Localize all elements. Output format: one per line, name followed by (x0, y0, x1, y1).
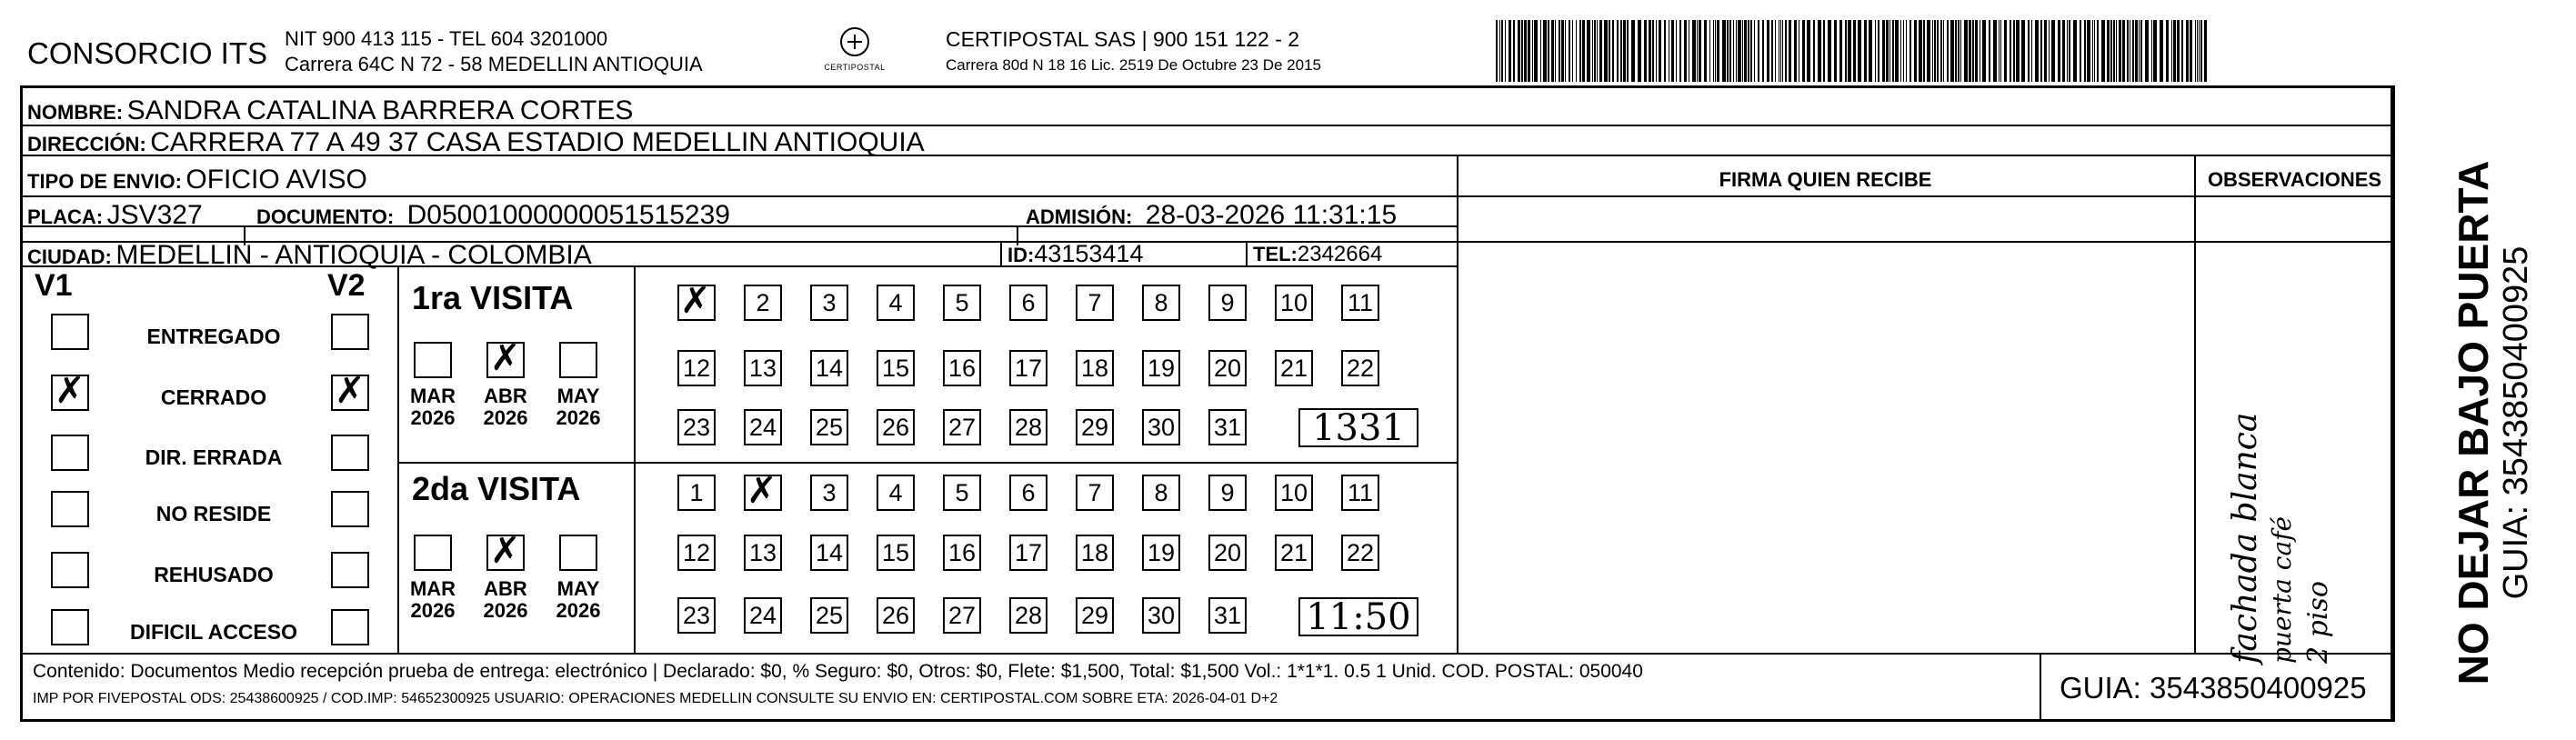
day-box[interactable]: 10 (1275, 285, 1313, 321)
v2-label: V2 (327, 268, 366, 303)
status-label: REHUSADO (154, 563, 274, 586)
direccion-value: CARRERA 77 A 49 37 CASA ESTADIO MEDELLIN ANTIOQUIA (150, 127, 925, 157)
side-warning: NO DEJAR BAJO PUERTA GUIA: 3543850400925 (2450, 160, 2535, 685)
v1-label: V1 (35, 268, 73, 303)
day-box[interactable]: 21 (1275, 535, 1313, 571)
documento-value: D05001000000051515239 (406, 200, 730, 230)
month-label: MAY (556, 385, 600, 407)
status-label: NO RESIDE (155, 502, 272, 525)
direccion-row: DIRECCIÓN: CARRERA 77 A 49 37 CASA ESTADIO MEDELLIN ANTIOQUIA (27, 127, 925, 157)
day-box[interactable]: 12 (677, 350, 716, 386)
day-box[interactable]: 14 (810, 350, 848, 386)
day-box[interactable]: 24 (744, 409, 782, 445)
day-box[interactable]: 9 (1208, 475, 1247, 511)
certipostal-address: Carrera 80d N 18 16 Lic. 2519 De Octubre 23 De 2015 (946, 56, 1321, 74)
day-box[interactable]: 13 (744, 350, 782, 386)
day-box[interactable]: 17 (1009, 535, 1047, 571)
day-box[interactable]: 29 (1076, 597, 1114, 634)
tipo-row: TIPO DE ENVIO: OFICIO AVISO (27, 165, 367, 195)
company-nit: NIT 900 413 115 - TEL 604 3201000 (285, 27, 608, 50)
admision-value: 28-03-2026 11:31:15 (1145, 200, 1398, 230)
day-box[interactable]: 22 (1341, 535, 1379, 571)
day-box[interactable]: 16 (943, 350, 981, 386)
certipostal-info: CERTIPOSTAL SAS | 900 151 122 - 2 (946, 27, 1300, 51)
v2-checkbox[interactable] (331, 314, 369, 350)
year-label: 2026 (483, 406, 528, 429)
signature-area[interactable] (1458, 197, 2193, 652)
footer-guia: GUIA: 3543850400925 (2060, 671, 2367, 705)
day-box[interactable]: 23 (677, 409, 716, 445)
day-box[interactable]: 22 (1341, 350, 1379, 386)
status-label: DIR. ERRADA (145, 445, 283, 469)
day-box[interactable]: 11 (1341, 285, 1379, 321)
year-label: 2026 (483, 599, 528, 622)
placa-row: PLACA: JSV327 (27, 200, 203, 230)
nombre-value: SANDRA CATALINA BARRERA CORTES (126, 95, 634, 125)
day-box[interactable]: 6 (1009, 285, 1047, 321)
day-box[interactable]: 26 (877, 409, 915, 445)
month-label: ABR (484, 385, 527, 407)
day-box[interactable]: 19 (1142, 350, 1180, 386)
ciudad-value: MEDELLIN - ANTIOQUIA - COLOMBIA (115, 240, 592, 270)
tipo-value: OFICIO AVISO (185, 165, 367, 195)
documento-row: DOCUMENTO: D05001000000051515239 (256, 200, 730, 230)
check-mark-icon: ✗ (55, 370, 85, 412)
day-box[interactable]: 31 (1208, 597, 1247, 634)
placa-value: JSV327 (106, 200, 203, 230)
day-box[interactable]: 8 (1142, 285, 1180, 321)
day-box[interactable]: 6 (1009, 475, 1047, 511)
day-box[interactable]: 18 (1076, 535, 1114, 571)
day-box[interactable]: 26 (877, 597, 915, 634)
month-label: MAR (409, 577, 456, 600)
tel-value: 2342664 (1297, 242, 1383, 266)
ciudad-row: CIUDAD: MEDELLIN - ANTIOQUIA - COLOMBIA (27, 240, 592, 270)
month-checkbox[interactable] (559, 342, 597, 378)
day-box[interactable]: 13 (744, 535, 782, 571)
day-box[interactable]: 20 (1208, 535, 1247, 571)
status-label: CERRADO (160, 385, 267, 409)
visit1-title: 1ra VISITA (412, 279, 574, 316)
v2-checkbox[interactable] (331, 435, 369, 471)
day-box[interactable]: 25 (810, 409, 848, 445)
month-checkbox[interactable] (414, 342, 452, 378)
day-box[interactable]: 7 (1076, 475, 1114, 511)
day-box[interactable]: 31 (1208, 409, 1247, 445)
day-box[interactable]: 21 (1275, 350, 1313, 386)
footer-contenido: Contenido: Documentos Medio recepción prueba de entrega: electrónico | Declarado: $0, % Seguro: $0, Otros: $0, Flete: $1,500, Total: $1,500 Vol.: 1*1*1. 0.5 1 Unid. COD. POSTAL: 050040 (33, 661, 1643, 682)
certipostal-logo-icon (837, 25, 873, 58)
day-box[interactable]: 1 (677, 475, 716, 511)
id-value: 43153414 (1034, 240, 1144, 267)
year-label: 2026 (556, 599, 601, 622)
year-label: 2026 (556, 406, 601, 429)
month-label: MAY (556, 577, 600, 600)
day-box[interactable]: 28 (1009, 409, 1047, 445)
observaciones-handwriting: fachada blanca puerta café 2 piso (2227, 412, 2334, 664)
day-box[interactable]: 27 (943, 597, 981, 634)
admision-row: ADMISIÓN: 28-03-2026 11:31:15 (1026, 200, 1398, 230)
day-box[interactable]: 28 (1009, 597, 1047, 634)
day-box[interactable]: 23 (677, 597, 716, 634)
check-mark-icon: ✗ (490, 530, 521, 572)
visit2-time: 11:50 (1298, 597, 1418, 636)
footer-imp: IMP POR FIVEPOSTAL ODS: 25438600925 / COD.IMP: 54652300925 USUARIO: OPERACIONES MEDELLIN CONSULTE SU ENVIO EN: CERTIPOSTAL.COM SOBRE ETA: 2026-04-01 D+2 (33, 691, 1278, 706)
v2-checkbox[interactable] (331, 609, 369, 645)
v1-checkbox[interactable] (51, 314, 89, 350)
day-box[interactable]: 2 (744, 285, 782, 321)
month-label: MAR (409, 385, 456, 407)
day-box[interactable]: 11 (1341, 475, 1379, 511)
day-box[interactable]: 3 (810, 475, 848, 511)
day-box[interactable]: 27 (943, 409, 981, 445)
observaciones-header: OBSERVACIONES (2207, 168, 2382, 191)
year-label: 2026 (410, 406, 456, 429)
status-label: DIFICIL ACCESO (129, 620, 297, 644)
day-box[interactable]: 19 (1142, 535, 1180, 571)
nombre-row: NOMBRE: SANDRA CATALINA BARRERA CORTES (27, 95, 634, 125)
v1-checkbox[interactable] (51, 609, 89, 645)
day-box[interactable]: 25 (810, 597, 848, 634)
v1-checkbox[interactable] (51, 552, 89, 588)
v2-checkbox[interactable] (331, 491, 369, 527)
day-box[interactable]: 17 (1009, 350, 1047, 386)
day-box[interactable]: 4 (877, 475, 915, 511)
day-box[interactable]: 30 (1142, 597, 1180, 634)
day-box[interactable]: 12 (677, 535, 716, 571)
year-label: 2026 (410, 599, 456, 622)
day-box[interactable]: 10 (1275, 475, 1313, 511)
day-box[interactable]: 20 (1208, 350, 1247, 386)
v2-checkbox[interactable] (331, 552, 369, 588)
company-address: Carrera 64C N 72 - 58 MEDELLIN ANTIOQUIA (285, 53, 703, 75)
day-box[interactable]: 16 (943, 535, 981, 571)
id-row: ID:43153414 (1007, 240, 1144, 267)
check-mark-icon: ✗ (747, 470, 777, 512)
check-mark-icon: ✗ (335, 370, 366, 412)
day-box[interactable]: 3 (810, 285, 848, 321)
day-box[interactable]: 4 (877, 285, 915, 321)
day-box[interactable]: 15 (877, 350, 915, 386)
tel-row: TEL:2342664 (1253, 242, 1383, 266)
certipostal-logo: CERTIPOSTAL (823, 25, 887, 80)
month-checkbox[interactable] (559, 535, 597, 571)
firma-header: FIRMA QUIEN RECIBE (1719, 168, 1932, 191)
day-box[interactable]: 18 (1076, 350, 1114, 386)
status-label: ENTREGADO (146, 325, 281, 348)
day-box[interactable]: 7 (1076, 285, 1114, 321)
barcode (1496, 20, 2214, 82)
day-box[interactable]: 5 (943, 285, 981, 321)
day-box[interactable]: 30 (1142, 409, 1180, 445)
visit2-title: 2da VISITA (412, 470, 581, 507)
month-label: ABR (484, 577, 527, 600)
v1-checkbox[interactable] (51, 491, 89, 527)
check-mark-icon: ✗ (490, 337, 521, 379)
day-box[interactable]: 5 (943, 475, 981, 511)
day-box[interactable]: 29 (1076, 409, 1114, 445)
day-box[interactable]: 14 (810, 535, 848, 571)
day-box[interactable]: 15 (877, 535, 915, 571)
month-checkbox[interactable] (414, 535, 452, 571)
visit1-time: 1331 (1298, 408, 1418, 447)
v1-checkbox[interactable] (51, 435, 89, 471)
company-name: CONSORCIO ITS (27, 36, 268, 70)
day-box[interactable]: 24 (744, 597, 782, 634)
check-mark-icon: ✗ (680, 280, 711, 322)
day-box[interactable]: 8 (1142, 475, 1180, 511)
day-box[interactable]: 9 (1208, 285, 1247, 321)
